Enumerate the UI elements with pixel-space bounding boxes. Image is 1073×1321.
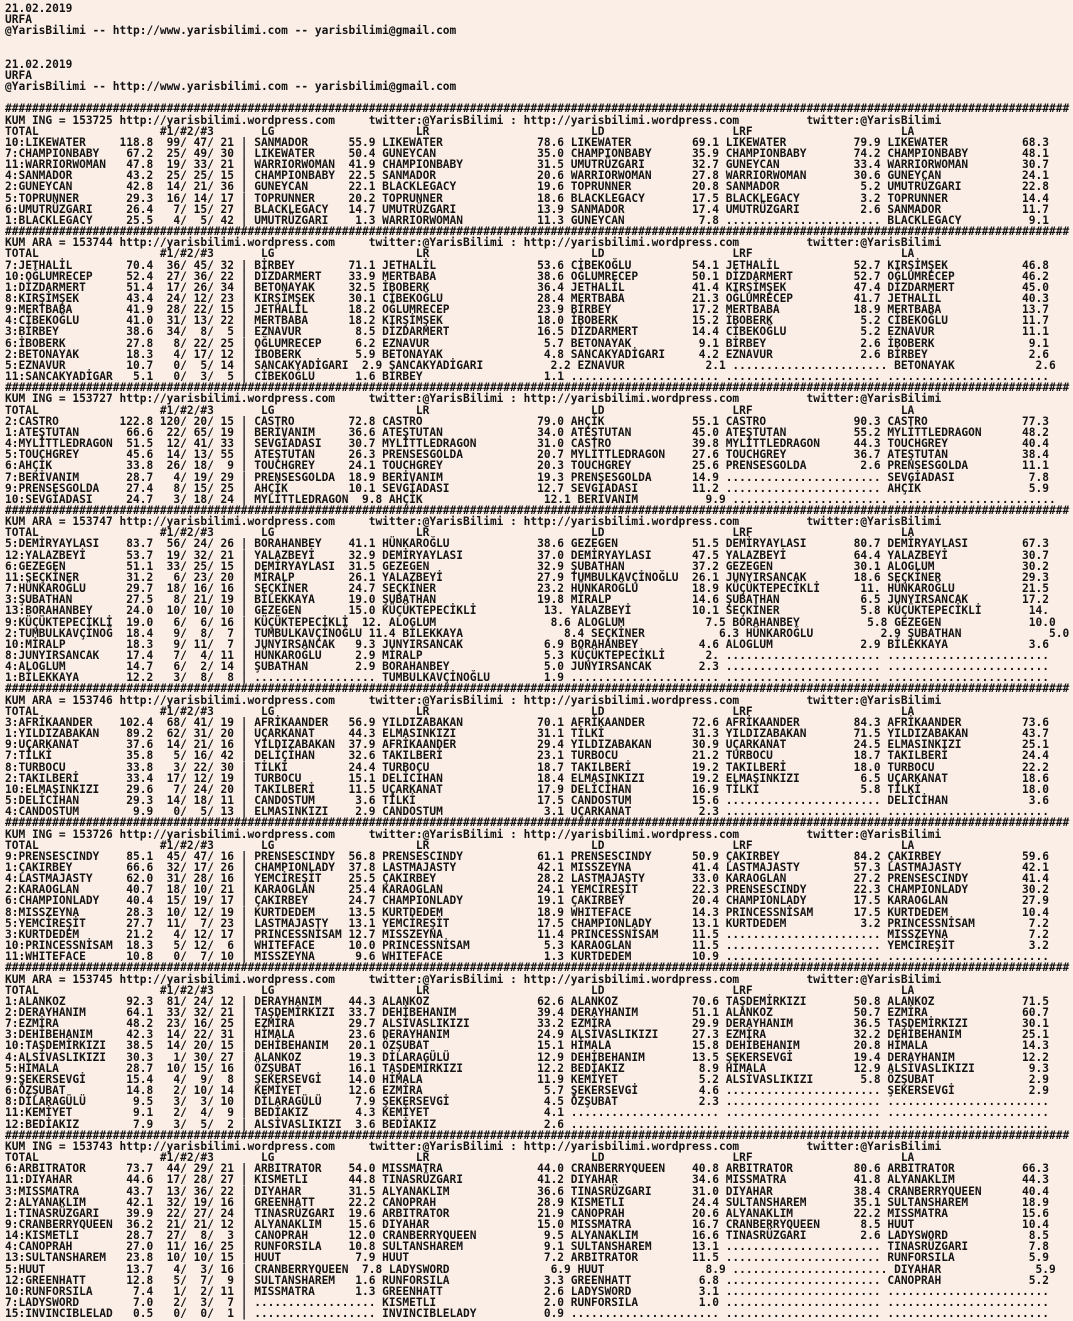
- table-row: 8:DİLARAGÜLÜ 9.5 3/ 3/ 10 | DİLARAGÜLÜ 7.9 ŞEKERSEVGİ 4.5 ÖZŞUBAT 2.3 ....................... ........................: [5, 1095, 1049, 1109]
- section-header: KUM ING = 153743 http://yarisbilimi.wordpress.com twitter:@YarisBilimi : http://yarisbilimi.wordpress.com twitter:@YarisBilimi: [5, 1139, 942, 1153]
- table-row: 5:HİMALA 28.7 10/ 15/ 16 | ÖZŞUBAT 16.1 TAŞDEMİRKIZI 12.2 BEDİAKIZ 8.9 HİMALA 12.9 ALSİVASLIKIZI 9.3: [5, 1061, 1049, 1075]
- table-row: 1:BLACKLEGACY 25.5 4/ 5/ 42 | UMUTRÜZGARI 1.3 WARRIORWOMAN 11.3 GUNEYCAN 7.8 ....................... BLACKLEGACY 9.1: [5, 213, 1049, 227]
- table-row: 9:ŞEKERSEVGİ 15.4 4/ 9/ 8 | ŞEKERSEVGİ 14.0 HİMALA 11.9 KEMİYET 5.2 ALSİVASLIKIZI 5.8 ÖZŞUBAT 2.9: [5, 1072, 1049, 1086]
- section-header: KUM ING = 153727 http://yarisbilimi.wordpress.com twitter:@YarisBilimi : http://yarisbilimi.wordpress.com twitter:@YarisBilimi: [5, 392, 942, 406]
- blank-line: [5, 92, 1073, 103]
- section-separator: ##############################################################################################################################################################: [5, 1129, 1070, 1141]
- table-row: 11:SEÇKİNER 31.2 6/ 23/ 20 | MİRALP 26.1 YALAZBEYİ 27.9 TUMBULKAVÇİNOĞLU 26.1 JUNYIRSANCAK 18.6 SEÇKİNER 29.3: [5, 570, 1049, 584]
- section-header: KUM ING = 153726 http://yarisbilimi.wordpress.com twitter:@YarisBilimi : http://yarisbilimi.wordpress.com twitter:@YarisBilimi: [5, 827, 942, 841]
- section-separator: ##############################################################################################################################################################: [5, 103, 1070, 115]
- table-row: 5:TOUCHGREY 45.6 14/ 13/ 55 | ATEŞTUTAN 26.3 PRENSESGOLDA 20.7 MYLİTTLEDRAGON 27.6 TOUCHGREY 36.7 ATEŞTUTAN 38.4: [5, 448, 1049, 462]
- table-row: 10:OĞLUMRECEP 52.4 27/ 36/ 22 | DİZDARMERT 33.9 MERTBABA 38.6 OĞLUMRECEP 50.1 DİZDARMERT 52.7 OĞLUMRECEP 46.2: [5, 269, 1049, 283]
- section-header: KUM ARA = 153745 http://yarisbilimi.wordpress.com twitter:@YarisBilimi : http://yarisbilimi.wordpress.com twitter:@YarisBilimi: [5, 972, 942, 986]
- section-separator: ##############################################################################################################################################################: [5, 382, 1070, 394]
- table-row: 10:MİRALP 18.3 9/ 11/ 7 | JUNYIRSANCAK 9.3 JUNYIRSANCAK 6.9 BORAHANBEY 4.6 ALOGLUM 2.9 BİLEKKAYA 3.6: [5, 637, 1049, 651]
- report-header-block-1: [5, 3, 1073, 36]
- table-row: 8:JUNYIRSANCAK 17.4 7/ 4/ 11 | HÜNKAROĞLU 2.9 MİRALP 5.3 KÜÇÜKTEPECİKLİ 2. ....................... ........................: [5, 649, 1049, 663]
- section-header: KUM ARA = 153747 http://yarisbilimi.wordpress.com twitter:@YarisBilimi : http://yarisbilimi.wordpress.com twitter:@YarisBilimi: [5, 515, 942, 529]
- column-header-row: TOTAL #1/#2/#3 LG LR LD LRF LA: [5, 704, 915, 718]
- table-row: 5:HUUT 13.7 4/ 3/ 16 | CRANBERRYQUEEN 7.8 LADYSWORD 6.9 HUUT 8.9 ....................... DIYAHAR 5.9: [5, 1262, 1056, 1276]
- table-row: 11:SANCAKYADİGAR 5.1 0/ 3/ 5 | CİBEKOĞLU 1.6 BİRBEY 1.1 ...................... ....................... ........................: [5, 370, 1049, 384]
- table-row: 8:MISSZEYNA 28.3 10/ 12/ 19 | KURTDEDEM 13.5 KURTDEDEM 18.9 WHITEFACE 14.3 PRINCESSNİSAM 17.5 KURTDEDEM 10.4: [5, 905, 1049, 919]
- section-separator: ##############################################################################################################################################################: [5, 962, 1070, 974]
- table-row: 9:UÇARKANAT 37.6 14/ 21/ 16 | YILDIZABAKAN 37.9 AFRİKAANDER 29.4 YILDIZABAKAN 30.9 UÇARKANAT 24.5 ELMASINKIZI 25.1: [5, 738, 1049, 752]
- table-row: 4:SANMADOR 43.2 25/ 25/ 15 | CHAMPIONBABY 22.5 SANMADOR 20.6 WARRIORWOMAN 27.8 WARRIORWOMAN 30.6 GUNEYCAN 24.1: [5, 169, 1049, 183]
- report-city: URFA: [5, 68, 32, 82]
- section-separator: ##############################################################################################################################################################: [5, 683, 1070, 695]
- table-row: 6:AHÇİK 33.8 26/ 18/ 9 | TOUCHGREY 24.1 TOUCHGREY 20.3 TOUCHGREY 25.6 PRENSESGOLDA 2.6 PRENSESGOLDA 11.1: [5, 459, 1049, 473]
- report-contact: @YarisBilimi -- http://www.yarisbilimi.com -- yarisbilimi@gmail.com: [5, 80, 457, 94]
- column-header-row: TOTAL #1/#2/#3 LG LR LD LRF LA: [5, 838, 915, 852]
- table-row: 9:CRANBERRYQUEEN 36.2 21/ 21/ 12 | ALYANAKLIM 15.6 DIYAHAR 15.0 MISSMATRA 16.7 CRANBERRYQUEEN 8.5 HUUT 10.4: [5, 1217, 1049, 1231]
- table-row: 1:TINASRÜZGARI 39.9 22/ 27/ 24 | TINASRÜZGARI 19.6 ARBITRATOR 21.9 CANOPRAH 20.6 ALYANAKLIM 22.2 MISSMATRA 15.6: [5, 1206, 1049, 1220]
- table-row: 3:ŞUBATHAN 27.5 8/ 21/ 19 | BİLEKKAYA 19.0 ŞUBATHAN 19.8 MİRALP 14.6 ŞUBATHAN 6.5 JUNYIRSANCAK 17.2: [5, 593, 1049, 607]
- table-row: 9:MERTBABA 41.9 28/ 22/ 15 | JETHALİL 18.2 OĞLUMRECEP 23.9 BİRBEY 17.2 MERTBABA 18.9 MERTBABA 13.7: [5, 303, 1049, 317]
- table-row: 7:LADYSWORD 7.0 2/ 3/ 7 | .................. KISMETLI 2.0 RUNFORSILA 1.0 ....................... ........................: [5, 1296, 1049, 1310]
- table-row: 7:CHAMPIONBABY 67.2 25/ 49/ 30 | LIKEWATER 50.4 GUNEYCAN 35.0 CHAMPIONBABY 35.9 CHAMPIONBABY 74.2 CHAMPIONBABY 48.1: [5, 146, 1049, 160]
- table-row: 1:BİLEKKAYA 12.2 3/ 8/ 8 | .................. TUMBULKAVÇİNOĞLU 1.9 ...................... ....................... ........................: [5, 671, 1049, 685]
- table-row: 7:JETHALİL 70.4 36/ 45/ 32 | BİRBEY 71.1 JETHALİL 53.6 CİBEKOĞLU 54.1 JETHALİL 52.7 KIRŞİMŞEK 46.8: [5, 258, 1049, 272]
- section-separator: ##############################################################################################################################################################: [5, 504, 1070, 517]
- table-row: 8:KIRŞİMŞEK 43.4 24/ 12/ 23 | KIRŞİMŞEK 30.1 CİBEKOĞLU 28.4 MERTBABA 21.3 OĞLUMRECEP 41.7 JETHALİL 40.3: [5, 292, 1049, 306]
- column-header-row: TOTAL #1/#2/#3 LG LR LD LRF LA: [5, 983, 915, 997]
- blank-line: [5, 36, 1073, 47]
- table-row: 5:EZNAVUR 10.7 0/ 5/ 14 | SANCAKYADİGARI 2.9 SANCAKYADİGARI 2.2 EZNAVUR 2.1 ....................... BETONAYAK 2.6: [5, 358, 1056, 372]
- blank-line: [5, 48, 1073, 59]
- report-date: 21.02.2019: [5, 57, 73, 71]
- table-row: 7:HÜNKAROĞLU 29.7 18/ 16/ 16 | SEÇKİNER 24.7 SEÇKİNER 23.2 HÜNKAROĞLU 18.9 KÜÇÜKTEPECİKLİ 11. HÜNKAROĞLU 21.5: [5, 582, 1049, 596]
- column-header-row: TOTAL #1/#2/#3 LG LR LD LRF LA: [5, 403, 915, 417]
- report-date: 21.02.2019: [5, 2, 73, 15]
- table-row: 1:ÇAKIRBEY 66.6 32/ 17/ 26 | CHAMPIONLADY 37.8 LASTMAJASTY 42.1 MISSZEYNA 41.4 LASTMAJASTY 57.3 LASTMAJASTY 42.1: [5, 860, 1049, 874]
- table-row: 10:ELMASINKIZI 29.6 7/ 24/ 20 | TAKILBERİ 11.5 UÇARKANAT 17.9 DELİCİHAN 16.9 TİLKİ 5.8 TİLKİ 18.0: [5, 782, 1049, 796]
- table-row: 10:RUNFORSILA 7.4 1/ 2/ 11 | MISSMATRA 1.3 GREENHATT 2.6 LADYSWORD 3.1 ....................... ........................: [5, 1284, 1049, 1298]
- table-row: 2:TAKILBERİ 33.4 17/ 12/ 19 | TURBOCU 15.1 DELİCİHAN 18.4 ELMASINKIZI 19.2 ELMASINKIZI 6.5 UÇARKANAT 18.6: [5, 771, 1049, 785]
- table-row: 3:MISSMATRA 43.7 13/ 36/ 22 | DIYAHAR 31.5 ALYANAKLIM 36.6 TINASRÜZGARI 31.0 DIYAHAR 38.4 CRANBERRYQUEEN 40.4: [5, 1184, 1049, 1198]
- table-row: 6:UMUTRÜZGARI 26.4 7/ 15/ 27 | BLACKLEGACY 14.7 UMUTRÜZGARI 13.9 SANMADOR 17.4 UMUTRÜZGARI 2.6 SANMADOR 11.7: [5, 202, 1049, 216]
- table-row: 14:KISMETLI 28.7 27/ 8/ 3 | CANOPRAH 12.0 CRANBERRYQUEEN 9.5 ALYANAKLIM 16.6 TINASRÜZGARI 2.6 LADYSWORD 8.5: [5, 1229, 1049, 1243]
- report-contact: @YarisBilimi -- http://www.yarisbilimi.com -- yarisbilimi@gmail.com: [5, 24, 457, 38]
- table-row: 13:BORAHANBEY 24.0 10/ 10/ 10 | GEZEGEN 15.0 KÜÇÜKTEPECİKLİ 13. YALAZBEYİ 10.1 SEÇKİNER 5.8 KÜÇÜKTEPECİKLİ 14.: [5, 604, 1049, 618]
- section-header: KUM ING = 153725 http://yarisbilimi.wordpress.com twitter:@YarisBilimi : http://yarisbilimi.wordpress.com twitter:@YarisBilimi: [5, 113, 942, 127]
- table-row: 11:DIYAHAR 44.6 17/ 28/ 27 | KISMETLI 44.8 TINASRÜZGARI 41.2 DIYAHAR 34.6 MISSMATRA 41.8 ALYANAKLIM 44.3: [5, 1173, 1049, 1187]
- table-row: 2:KARAOGLAN 40.7 18/ 10/ 21 | KARAOGLAN 25.4 KARAOGLAN 24.1 YEMCİREŞİT 22.3 PRENSESCINDY 22.3 CHAMPIONLADY 30.2: [5, 883, 1049, 897]
- report-header-block-2: [5, 59, 1073, 92]
- table-row: 2:TUMBULKAVÇİNOĞ 18.4 9/ 8/ 7 | TUMBULKAVÇİNOĞLU 11.4 BİLEKKAYA 8.4 SEÇKİNER 6.3 HÜNKAROĞLU 2.9 ŞUBATHAN 5.0: [5, 626, 1070, 640]
- table-row: 1:DİZDARMERT 51.4 17/ 26/ 34 | BETONAYAK 32.5 İBOBERK 36.4 JETHALİL 41.4 KIRŞİMŞEK 47.4 DİZDARMERT 45.0: [5, 280, 1049, 294]
- table-row: 12:YALAZBEYİ 53.7 19/ 32/ 21 | YALAZBEYİ 32.9 DEMİRYAYLASI 37.0 DEMİRYAYLASI 47.5 YALAZBEYİ 64.4 YALAZBEYİ 30.7: [5, 548, 1049, 562]
- report-city: URFA: [5, 13, 32, 27]
- race-sections: [5, 103, 1073, 1319]
- table-row: 2:DERAYHANIM 64.1 33/ 32/ 21 | TAŞDEMİRKIZI 33.7 DEHİBEHANIM 39.4 DERAYHANIM 51.1 ALANKOZ 50.7 EZMİRA 60.7: [5, 1006, 1049, 1020]
- table-row: 9:PRENSESCINDY 85.1 45/ 47/ 16 | PRENSESCINDY 56.8 PRENSESCINDY 61.1 PRENSESCINDY 50.9 ÇAKIRBEY 84.2 ÇAKIRBEY 59.6: [5, 849, 1049, 863]
- column-header-row: TOTAL #1/#2/#3 LG LR LD LRF LA: [5, 124, 915, 138]
- table-row: 2:BETONAYAK 18.3 4/ 17/ 12 | İBOBERK 5.9 BETONAYAK 4.8 SANCAKYADİGARI 4.2 EZNAVUR 2.6 BİRBEY 2.6: [5, 347, 1049, 361]
- table-row: 4:ALSİVASLIKIZI 30.3 1/ 30/ 27 | ALANKOZ 19.3 DİLARAGÜLÜ 12.9 DEHİBEHANIM 13.5 ŞEKERSEVGİ 19.4 DERAYHANIM 12.2: [5, 1050, 1049, 1064]
- column-header-row: TOTAL #1/#2/#3 LG LR LD LRF LA: [5, 247, 915, 261]
- table-row: 13:SULTANSHAREM 23.8 10/ 10/ 15 | HUUT 7.9 HUUT 7.2 ARBITRATOR 11.5 ....................... RUNFORSILA 5.9: [5, 1251, 1049, 1265]
- table-row: 9:PRENSESGOLDA 27.4 8/ 15/ 25 | AHÇİK 10.1 SEVGİADASI 12.7 SEVGİADASI 11.2 ....................... AHÇİK 5.9: [5, 481, 1049, 495]
- table-row: 6:İBOBERK 27.8 8/ 22/ 25 | OĞLUMRECEP 6.2 EZNAVUR 5.7 BETONAYAK 9.1 BİRBEY 2.6 İBOBERK 9.1: [5, 336, 1049, 350]
- table-row: 10:PRINCESSNİSAM 18.3 5/ 12/ 6 | WHITEFACE 10.0 PRINCESSNİSAM 5.3 KARAOGLAN 11.5 ....................... YEMCİREŞİT 3.2: [5, 939, 1049, 953]
- table-row: 11:WARRIORWOMAN 47.8 19/ 33/ 21 | WARRIORWOMAN 41.9 CHAMPIONBABY 31.5 UMUTRÜZGARI 32.7 GUNEYCAN 33.4 WARRIORWOMAN 30.7: [5, 158, 1049, 172]
- section-header: KUM ARA = 153744 http://yarisbilimi.wordpress.com twitter:@YarisBilimi : http://yarisbilimi.wordpress.com twitter:@YarisBilimi: [5, 236, 942, 250]
- section-separator: ##############################################################################################################################################################: [5, 817, 1070, 829]
- table-row: 7:TİLKİ 35.8 5/ 16/ 42 | DELİÇİHAN 32.6 TAKILBERİ 23.1 TURBOCU 21.2 TURBOCU 18.7 TAKILBERİ 24.4: [5, 749, 1049, 763]
- table-row: 5:TOPRUNNER 29.3 16/ 14/ 17 | TOPRUNNER 20.2 TOPRUNNER 18.6 BLACKLEGACY 17.5 BLACKLEGACY 3.2 TOPRUNNER 14.4: [5, 191, 1049, 205]
- table-row: 3:BİRBEY 38.6 34/ 8/ 5 | EZNAVUR 8.5 DİZDARMERT 16.5 DİZDARMERT 14.4 CİBEKOĞLU 5.2 EZNAVUR 11.1: [5, 325, 1049, 339]
- table-row: 2:ALYANAKLIM 42.1 32/ 19/ 16 | GREENHATT 22.2 CANOPRAH 28.9 KISMETLI 24.4 SULTANSHAREM 35.1 SULTANSHAREM 18.9: [5, 1195, 1049, 1209]
- table-row: 11:KEMİYET 9.1 2/ 4/ 9 | BEDİAKIZ 4.3 KEMİYET 4.1 ...................... ....................... ........................: [5, 1106, 1049, 1120]
- table-row: 1:ALANKOZ 92.3 81/ 24/ 12 | DERAYHANIM 44.3 ALANKOZ 62.6 ALANKOZ 70.6 TAŞDEMİRKIZI 50.8 ALANKOZ 71.5: [5, 994, 1049, 1008]
- column-header-row: TOTAL #1/#2/#3 LG LR LD LRF LA: [5, 1151, 915, 1165]
- table-row: 1:YILDIZABAKAN 89.2 62/ 31/ 20 | UÇARKANAT 44.3 ELMASINKIZI 31.1 TİLKİ 31.3 YILDIZABAKAN 71.5 YILDIZABAKAN 43.7: [5, 727, 1049, 741]
- table-row: 1:ATEŞTUTAN 66.6 22/ 65/ 19 | BERİVANIM 36.6 ATEŞTUTAN 34.0 ATEŞTUTAN 45.0 ATEŞTUTAN 55.2 MYLİTTLEDRAGON 48.2: [5, 425, 1049, 439]
- table-row: 4:MYLİTTLEDRAGON 51.5 12/ 41/ 33 | SEVGİADASI 30.7 MYLİTTLEDRAGON 31.0 CASTRO 39.8 MYLİTTLEDRAGON 44.3 TOUCHGREY 40.4: [5, 437, 1049, 451]
- table-row: 7:BERİVANIM 28.7 4/ 19/ 29 | PRENSESGOLDA 18.9 BERİVANIM 19.3 PRENSESGOLDA 14.9 ....................... SEVGİADASI 7.8: [5, 470, 1049, 484]
- table-row: 4:CİBEKOĞLU 41.0 31/ 13/ 22 | MERTBABA 18.2 KIRŞİMŞEK 18.0 İBOBERK 15.2 İBOBERK 5.2 CİBEKOĞLU 11.7: [5, 314, 1049, 328]
- table-row: 8:TURBOCU 33.8 3/ 22/ 30 | TİLKİ 24.4 TURBOCU 18.7 TAKILBERİ 19.2 TAKILBERİ 18.0 TURBOCU 22.2: [5, 760, 1049, 774]
- section-header: KUM ARA = 153746 http://yarisbilimi.wordpress.com twitter:@YarisBilimi : http://yarisbilimi.wordpress.com twitter:@YarisBilimi: [5, 693, 942, 707]
- table-row: 12:GREENHATT 12.8 5/ 7/ 9 | SULTANSHAREM 1.6 RUNFORSILA 3.3 GREENHATT 6.8 ....................... CANOPRAH 5.2: [5, 1273, 1049, 1287]
- table-row: 5:YEMCİREŞİT 27.7 11/ 7/ 23 | LASTMAJASTY 13.1 YEMCİREŞİT 17.5 CHAMPIONLADY 13.1 KURTDEDEM 3.2 PRINCESSNİSAM 7.2: [5, 916, 1049, 930]
- table-row: 6:CHAMPIONLADY 40.4 15/ 19/ 17 | ÇAKIRBEY 24.7 CHAMPIONLADY 19.1 ÇAKIRBEY 20.4 CHAMPIONLADY 17.5 KARAOGLAN 27.9: [5, 894, 1049, 908]
- table-row: 2:CASTRO 122.8 120/ 20/ 15 | CASTRO 72.8 CASTRO 79.0 AHÇİK 55.1 CASTRO 90.3 CASTRO 77.3: [5, 414, 1049, 428]
- table-row: 7:EZMİRA 48.2 23/ 16/ 25 | EZMİRA 29.7 ALSİVASLIKIZI 33.2 EZMİRA 29.9 DERAYHANIM 36.5 TAŞDEMİRKIZI 30.1: [5, 1017, 1049, 1031]
- table-row: 5:DEMİRYAYLASI 83.7 56/ 24/ 26 | BORAHANBEY 41.1 HÜNKAROĞLU 38.6 GEZEGEN 51.5 DEMİRYAYLASI 80.7 DEMİRYAYLASI 67.3: [5, 537, 1049, 551]
- table-row: 3:KURTDEDEM 21.2 4/ 12/ 17 | PRINCESSNİSAM 12.7 MISSZEYNA 11.4 PRINCESSNİSAM 11.5 ....................... MISSZEYNA 7.2: [5, 927, 1049, 941]
- table-row: 6:GEZEGEN 51.1 33/ 25/ 15 | DEMİRYAYLASI 31.5 GEZEGEN 32.9 ŞUBATHAN 37.2 GEZEGEN 30.1 ALOGLUM 30.2: [5, 559, 1049, 573]
- table-row: 9:KÜÇÜKTEPECİKLİ 19.0 6/ 6/ 16 | KÜÇÜKTEPECİKLİ 12. ALOGLUM 8.6 ALOGLUM 7.5 BORAHANBEY 5.8 GEZEGEN 10.0: [5, 615, 1056, 629]
- table-row: 12:BEDİAKIZ 7.9 3/ 5/ 2 | ALSİVASLIKIZI 3.6 BEDİAKIZ 2.6 ...................... ....................... ........................: [5, 1117, 1049, 1131]
- table-row: 5:DELİCİHAN 29.3 14/ 18/ 11 | CANDOSTUM 3.6 TİLKİ 17.5 CANDOSTUM 15.6 ....................... DELİCİHAN 3.6: [5, 794, 1049, 808]
- table-row: 10:TAŞDEMİRKIZI 38.5 14/ 20/ 15 | DEHİBEHANIM 20.1 ÖZŞUBAT 15.1 HİMALA 15.8 DEHİBEHANIM 20.8 HİMALA 14.3: [5, 1039, 1049, 1053]
- section-separator: ##############################################################################################################################################################: [5, 226, 1070, 238]
- table-row: 4:LASTMAJASTY 62.0 31/ 28/ 16 | YEMCİREŞİT 25.5 ÇAKIRBEY 28.2 LASTMAJASTY 33.0 KARAOGLAN 27.2 PRENSESCINDY 41.4: [5, 872, 1049, 886]
- table-row: 4:CANDOSTUM 9.9 0/ 5/ 13 | ELMASINKIZI 2.9 CANDOSTUM 3.1 UÇARKANAT 2.3 ....................... ........................: [5, 805, 1049, 819]
- table-row: 11:WHITEFACE 10.8 0/ 7/ 10 | MISSZEYNA 9.6 WHITEFACE 1.3 KURTDEDEM 10.9 ....................... ........................: [5, 950, 1049, 964]
- table-row: 6:ARBITRATOR 73.7 44/ 29/ 21 | ARBITRATOR 54.0 MISSMATRA 44.0 CRANBERRYQUEEN 40.8 ARBITRATOR 80.6 ARBITRATOR 66.3: [5, 1162, 1049, 1176]
- column-header-row: TOTAL #1/#2/#3 LG LR LD LRF LA: [5, 526, 915, 540]
- table-row: 3:DEHİBEHANIM 42.3 14/ 22/ 31 | HİMALA 23.6 DERAYHANIM 24.9 ALSİVASLIKIZI 27.3 EZMİRA 32.2 DEHİBEHANIM 25.1: [5, 1028, 1049, 1042]
- table-row: 10:SEVGİADASI 24.7 3/ 18/ 24 | MYLİTTLEDRAGON 9.8 AHÇİK 12.1 BERİVANIM 9.9 ....................... ........................: [5, 492, 1056, 506]
- table-row: 2:GUNEYCAN 42.8 14/ 21/ 36 | GUNEYCAN 22.1 BLACKLEGACY 19.6 TOPRUNNER 20.8 SANMADOR 5.2 UMUTRÜZGARI 22.8: [5, 180, 1049, 194]
- table-row: 4:ALOGLUM 14.7 6/ 2/ 14 | ŞUBATHAN 2.9 BORAHANBEY 5.0 JUNYIRSANCAK 2.3 ....................... ........................: [5, 660, 1049, 674]
- table-row: 4:CANOPRAH 27.0 11/ 16/ 25 | RUNFORSILA 10.8 SULTANSHAREM 9.1 SULTANSHAREM 13.1 ....................... TINASRÜZGARI 7.8: [5, 1240, 1049, 1254]
- table-row: 15:INVINCIBLELAD 0.5 0/ 0/ 1 | .................. INVINCIBLELADY 0.9 ...................... ....................... ........................: [5, 1307, 1049, 1321]
- table-row: 6:ÖZŞUBAT 14.8 2/ 10/ 14 | KEMİYET 12.6 EZMİRA 5.7 ŞEKERSEVGİ 4.6 ....................... ŞEKERSEVGİ 2.9: [5, 1084, 1049, 1098]
- table-row: 10:LIKEWATER 118.8 99/ 47/ 21 | SANMADOR 55.9 LIKEWATER 78.6 LIKEWATER 69.1 LIKEWATER 79.9 LIKEWATER 68.3: [5, 135, 1049, 149]
- table-row: 3:AFRİKAANDER 102.4 68/ 41/ 19 | AFRİKAANDER 56.9 YILDIZABAKAN 70.1 AFRİKAANDER 72.6 AFRİKAANDER 84.3 AFRİKAANDER 73.6: [5, 715, 1049, 729]
